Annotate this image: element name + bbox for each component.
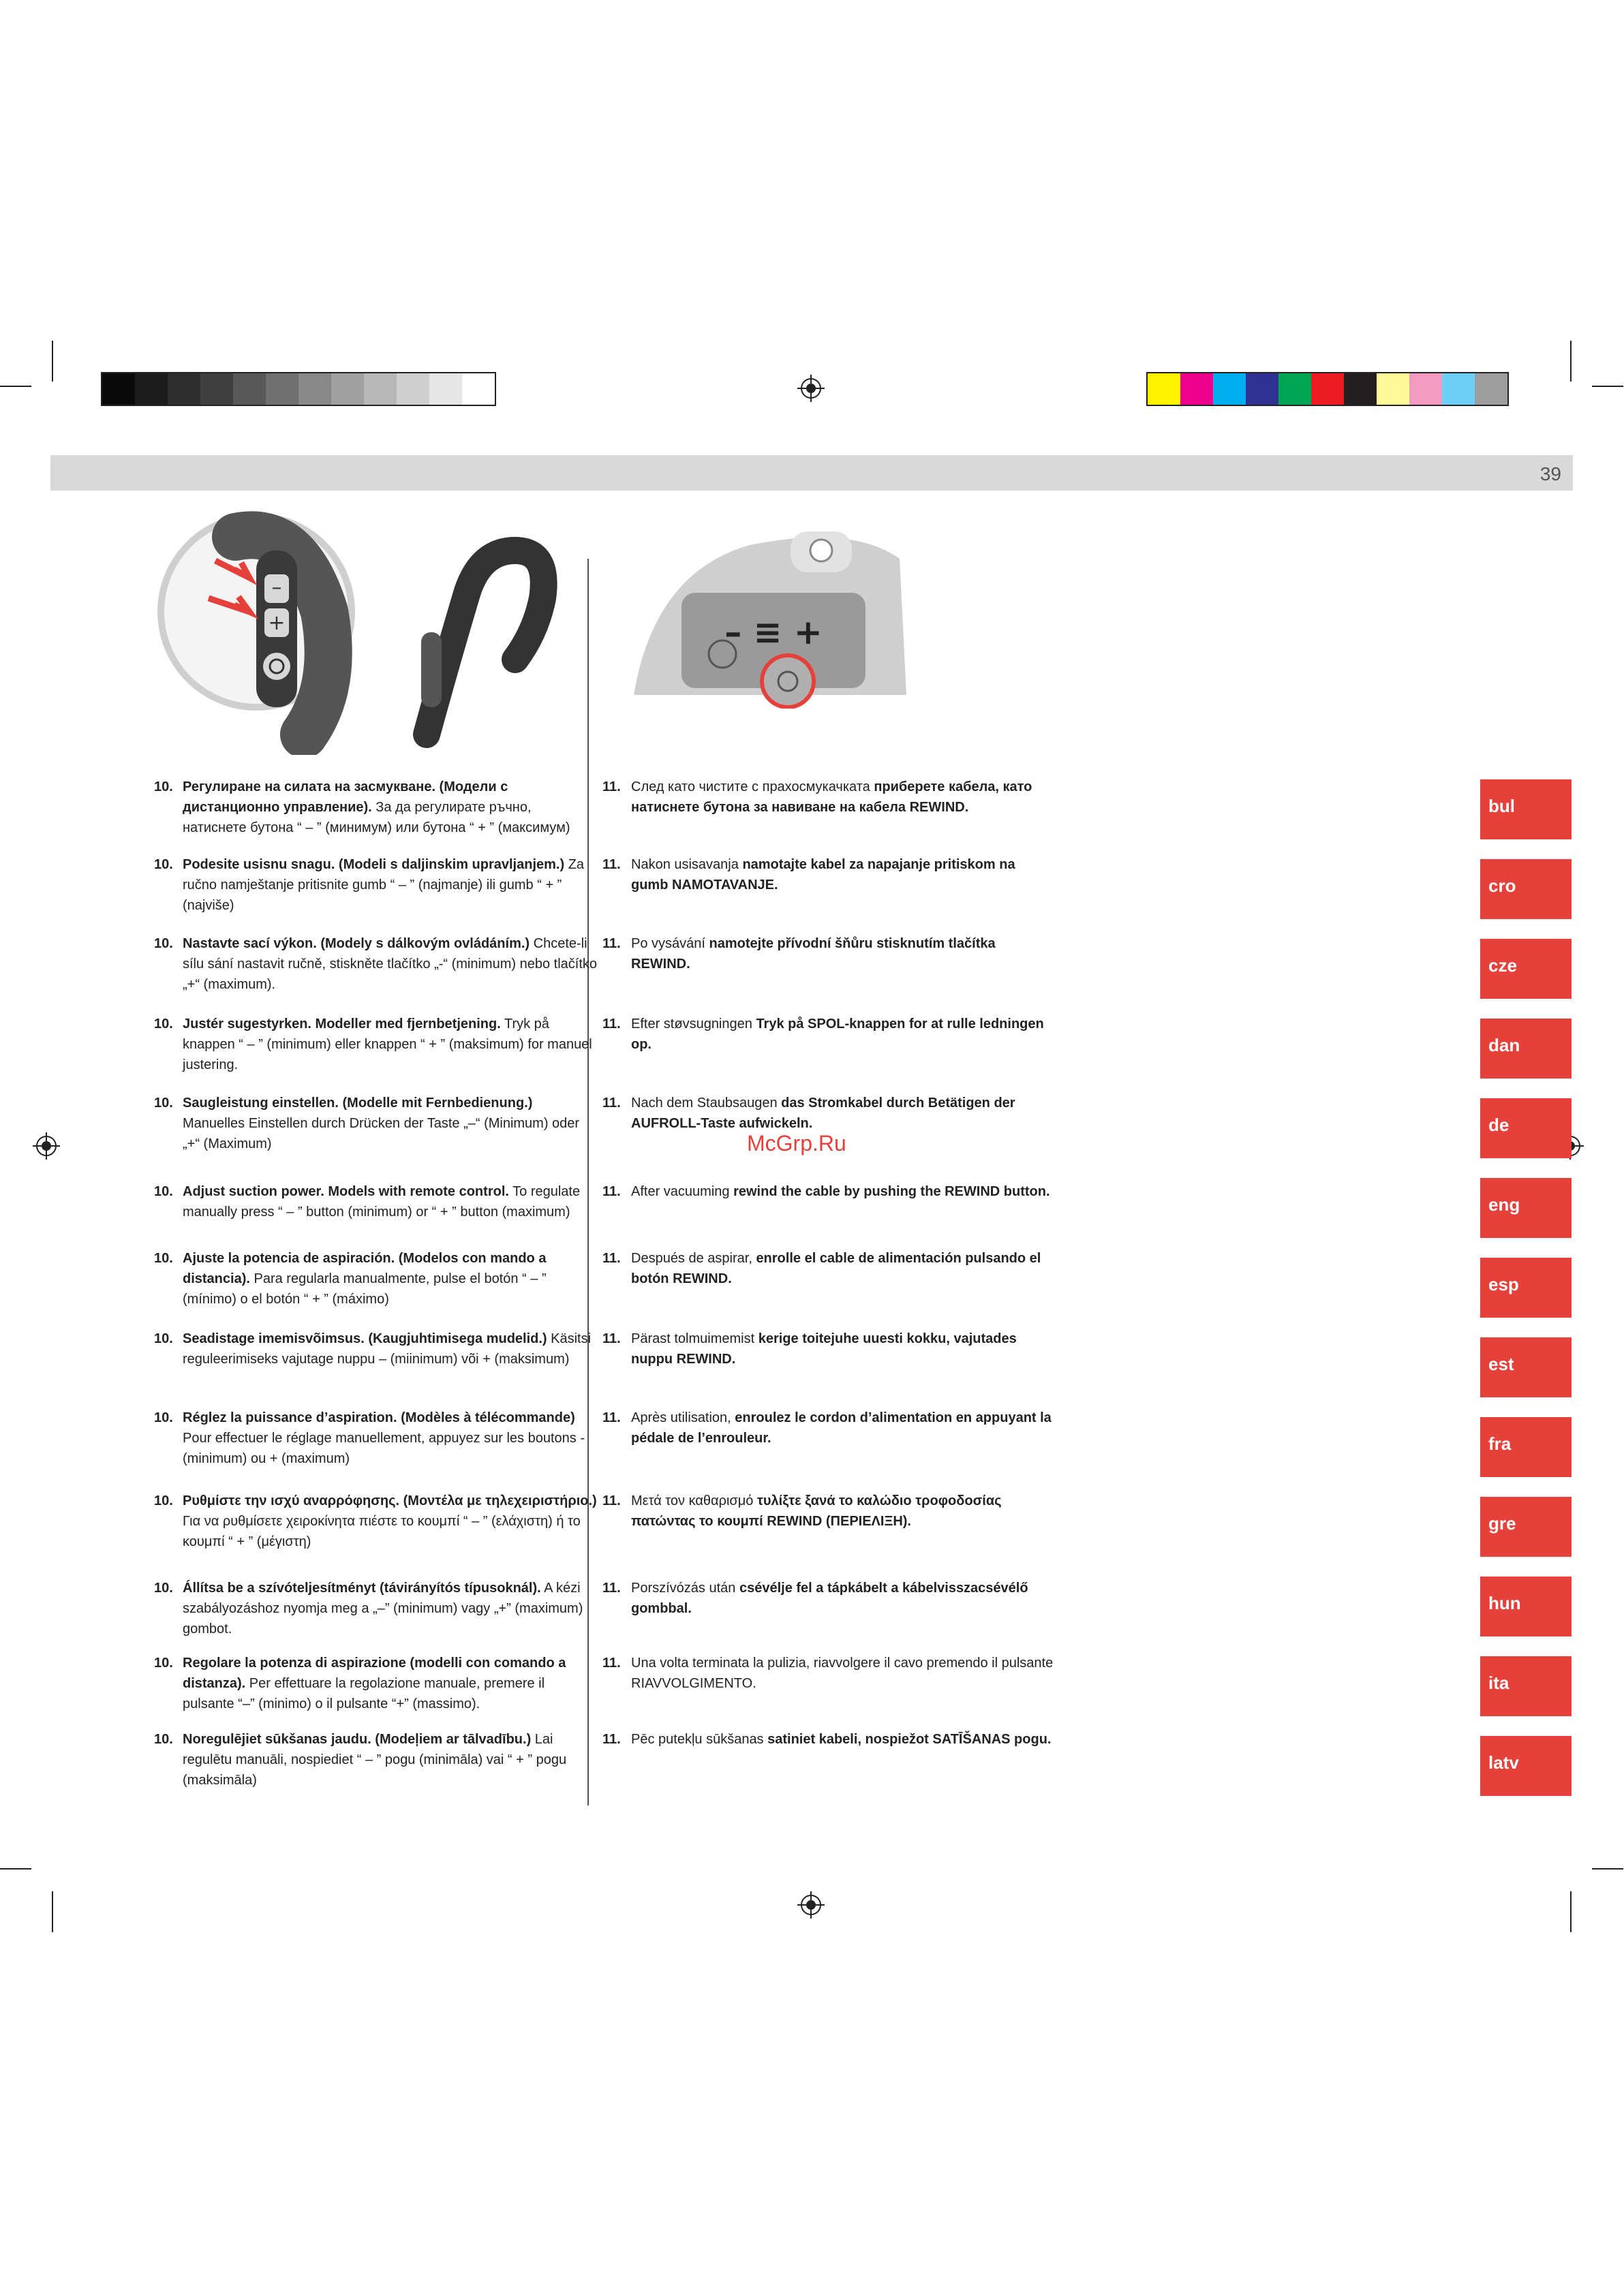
step-number: 10. <box>154 1493 173 1508</box>
crop-mark <box>52 1891 53 1932</box>
calibration-swatch <box>1246 373 1278 405</box>
entry-body <box>183 933 598 995</box>
entry-body <box>183 1329 598 1369</box>
calibration-swatch <box>1148 373 1180 405</box>
calibration-swatch <box>168 373 200 405</box>
step-number: 11. <box>602 857 621 872</box>
language-tab-est[interactable]: est <box>1480 1337 1572 1397</box>
step-number: 10. <box>154 779 173 794</box>
calibration-swatch <box>397 373 429 405</box>
step-number: 11. <box>602 1410 621 1425</box>
crop-mark <box>1592 1868 1623 1870</box>
step-number: 10. <box>154 1581 173 1596</box>
crop-mark <box>0 1868 31 1870</box>
entry-heading: enroulez le cordon d’alimentation en appuyant la pédale de l’enrouleur. <box>631 1410 1052 1446</box>
crop-mark <box>1570 341 1572 382</box>
step-number: 11. <box>602 1251 621 1266</box>
entry-body <box>631 1408 1054 1448</box>
page-header-band <box>50 455 1573 491</box>
entry-heading: Nastavte sací výkon. (Modely s dálkovým ovládáním.) <box>183 936 530 951</box>
entry-heading: приберете кабела, като натиснете бутона за навиване на кабела REWIND. <box>631 779 1032 815</box>
entry-text: Chcete-li sílu sání nastavit ručně, stiskněte tlačítko „-“ (minimum) nebo tlačítko „+“ (maximum). <box>183 936 597 992</box>
entry-body <box>631 1248 1054 1289</box>
crop-mark <box>0 386 31 387</box>
calibration-swatch <box>1311 373 1344 405</box>
language-tab-cze[interactable]: cze <box>1480 939 1572 999</box>
calibration-swatch <box>233 373 266 405</box>
entry-body <box>631 854 1054 895</box>
page-number: 39 <box>1539 463 1561 484</box>
step-number: 11. <box>602 1096 621 1111</box>
calibration-swatch <box>1442 373 1475 405</box>
calibration-swatch <box>331 373 364 405</box>
step-number: 10. <box>154 936 173 951</box>
calibration-swatch <box>1278 373 1311 405</box>
entry-body <box>183 1578 598 1639</box>
entry-body <box>631 1578 1054 1619</box>
language-tab-dan[interactable]: dan <box>1480 1019 1572 1079</box>
step-number: 11. <box>602 1331 621 1346</box>
entry-body <box>183 1653 598 1714</box>
crop-mark <box>52 341 53 382</box>
entry-text: За да регулирате ръчно, натиснете бутона “ – ” (минимум) или бутона “ + ” (максимум) <box>183 800 570 835</box>
crop-mark <box>1570 1891 1572 1932</box>
entry-text: Después de aspirar, <box>631 1251 756 1266</box>
svg-text:+: + <box>268 611 286 635</box>
entry-text: Μετά τον καθαρισμό <box>631 1493 757 1508</box>
calibration-swatch <box>429 373 462 405</box>
entry-heading: Seadistage imemisvõimsus. (Kaugjuhtimisega mudelid.) <box>183 1331 547 1346</box>
step-number: 11. <box>602 1581 621 1596</box>
entry-heading: namotajte kabel za napajanje pritiskom na gumb NAMOTAVANJE. <box>631 857 1015 893</box>
entry-body <box>183 1729 598 1790</box>
entry-text: Nach dem Staubsaugen <box>631 1096 782 1111</box>
entry-heading: Podesite usisnu snagu. (Modeli s daljinskim upravljanjem.) <box>183 857 565 872</box>
crop-mark <box>1592 386 1623 387</box>
entry-text: Para regularla manualmente, pulse el botón “ – ” (mínimo) o el botón “ + ” (máximo) <box>183 1271 547 1307</box>
calibration-swatch <box>298 373 331 405</box>
entry-text: Pēc putekļu sūkšanas <box>631 1732 768 1747</box>
step-number: 11. <box>602 1493 621 1508</box>
entry-heading: Regolare la potenza di aspirazione (modelli con comando a distanza). <box>183 1656 566 1691</box>
entry-heading: τυλίξτε ξανά το καλώδιο τροφοδοσίας πατώντας το κουμπί REWIND (ΠΕΡΙΕΛΙΞΗ). <box>631 1493 1002 1529</box>
language-tab-bul[interactable]: bul <box>1480 779 1572 839</box>
entry-text: Efter støvsugningen <box>631 1017 756 1031</box>
language-tab-esp[interactable]: esp <box>1480 1258 1572 1318</box>
calibration-swatch <box>200 373 233 405</box>
calibration-swatch <box>462 373 495 405</box>
language-tab-fra[interactable]: fra <box>1480 1417 1572 1477</box>
calibration-swatch <box>1377 373 1409 405</box>
entry-text: Porszívózás után <box>631 1581 739 1596</box>
entry-heading: Réglez la puissance d’aspiration. (Modèles à télécommande) <box>183 1410 575 1425</box>
entry-body <box>631 1653 1054 1694</box>
entry-text: Tryk på knappen “ – ” (minimum) eller knappen “ + ” (maksimum) for manuel justering. <box>183 1017 592 1072</box>
step-number: 10. <box>154 1732 173 1747</box>
entry-text: After vacuuming <box>631 1184 734 1199</box>
step-number: 10. <box>154 1017 173 1031</box>
calibration-swatch <box>1475 373 1507 405</box>
step-number: 11. <box>602 1732 621 1747</box>
language-tab-cro[interactable]: cro <box>1480 859 1572 919</box>
entry-text: След като чистите с прахосмукачката <box>631 779 874 794</box>
watermark-text: McGrp.Ru <box>747 1131 846 1155</box>
entry-body <box>183 1248 598 1309</box>
entry-body <box>183 1014 598 1075</box>
entry-heading: Saugleistung einstellen. (Modelle mit Fernbedienung.) <box>183 1096 533 1111</box>
entry-text: To regulate manually press “ – ” button (minimum) or “ + ” button (maximum) <box>183 1184 581 1220</box>
registration-mark-icon <box>797 375 825 402</box>
step-number: 11. <box>602 1656 621 1671</box>
entry-text: Pärast tolmuimemist <box>631 1331 759 1346</box>
entry-heading: Ajuste la potencia de aspiración. (Modelos con mando a distancia). <box>183 1251 547 1286</box>
calibration-swatch <box>266 373 298 405</box>
entry-text: Για να ρυθμίσετε χειροκίνητα πιέστε το κουμπί “ – ” (ελάχιστη) ή το κουμπί “ + ” (μέγιστη) <box>183 1514 581 1549</box>
step-number: 10. <box>154 1331 173 1346</box>
entry-text: Käsitsi reguleerimiseks vajutage nuppu – (miinimum) või + (maksimum) <box>183 1331 592 1367</box>
entry-body <box>631 1491 1054 1532</box>
entry-text: Per effettuare la regolazione manuale, premere il pulsante “–” (minimo) o il pulsante “+” (massimo). <box>183 1676 545 1711</box>
entry-heading: Регулиране на силата на засмукване. (Модели с дистанционно управление). <box>183 779 508 815</box>
language-tab-gre[interactable]: gre <box>1480 1497 1572 1557</box>
entry-text: Manuelles Einstellen durch Drücken der Taste „–“ (Minimum) oder „+“ (Maximum) <box>183 1116 580 1151</box>
entry-heading: enrolle el cable de alimentación pulsando el botón REWIND. <box>631 1251 1041 1286</box>
step-number: 10. <box>154 1410 173 1425</box>
step-number: 10. <box>154 1184 173 1199</box>
calibration-swatch <box>1213 373 1246 405</box>
entry-body <box>183 1491 598 1552</box>
vacuum-rewind-illustration <box>627 518 913 709</box>
entry-body <box>631 777 1054 818</box>
step-number: 11. <box>602 1017 621 1031</box>
calibration-swatch <box>135 373 168 405</box>
entry-text: Una volta terminata la pulizia, riavvolgere il cavo premendo il pulsante RIAVVOLGIMENTO. <box>631 1656 1054 1691</box>
calibration-swatch <box>364 373 397 405</box>
entry-heading: Noregulējiet sūkšanas jaudu. (Modeļiem ar tālvadību.) <box>183 1732 532 1747</box>
calibration-swatch <box>1344 373 1377 405</box>
entry-heading: Adjust suction power. Models with remote control. <box>183 1184 509 1199</box>
language-tab-hun[interactable]: hun <box>1480 1577 1572 1636</box>
entry-body <box>631 1329 1054 1369</box>
entry-heading: Justér sugestyrken. Modeller med fjernbetjening. <box>183 1017 501 1031</box>
entry-body <box>631 1014 1054 1055</box>
step-number: 10. <box>154 1251 173 1266</box>
language-tab-eng[interactable]: eng <box>1480 1178 1572 1238</box>
registration-mark-icon <box>797 1891 825 1919</box>
entry-text: Lai regulētu manuāli, nospiediet “ – ” pogu (minimāla) vai “ + ” pogu (maksimāla) <box>183 1732 567 1788</box>
entry-text: Après utilisation, <box>631 1410 735 1425</box>
entry-heading: kerige toitejuhe uuesti kokku, vajutades nuppu REWIND. <box>631 1331 1017 1367</box>
language-tab-ita[interactable]: ita <box>1480 1656 1572 1716</box>
step-number: 10. <box>154 1656 173 1671</box>
entry-text: A kézi szabályozáshoz nyomja meg a „–” (minimum) vagy „+” (maximum) gombot. <box>183 1581 583 1636</box>
language-tab-latv[interactable]: latv <box>1480 1736 1572 1796</box>
step-number: 10. <box>154 857 173 872</box>
registration-mark-icon <box>33 1132 60 1160</box>
calibration-swatch <box>1409 373 1442 405</box>
calibration-swatch <box>1180 373 1213 405</box>
svg-text:– ≡ +: – ≡ + <box>724 612 823 652</box>
entry-heading: das Stromkabel durch Betätigen der AUFROLL-Taste aufwickeln. <box>631 1096 1015 1131</box>
entry-text: Nakon usisavanja <box>631 857 743 872</box>
entry-body <box>183 1181 598 1222</box>
entry-body <box>631 1181 1054 1202</box>
entry-heading: Ρυθμίστε την ισχύ αναρρόφησης. (Μοντέλα με τηλεχειριστήριο.) <box>183 1493 597 1508</box>
entry-heading: Állítsa be a szívóteljesítményt (távirányítós típusoknál). <box>183 1581 541 1596</box>
entry-body <box>183 1093 598 1154</box>
step-number: 11. <box>602 779 621 794</box>
entry-heading: Tryk på SPOL-knappen for at rulle ledningen op. <box>631 1017 1044 1052</box>
entry-text: Za ručno namještanje pritisnite gumb “ – ” (najmanje) ili gumb “ + ” (najviše) <box>183 857 585 913</box>
entry-body <box>631 1093 1054 1134</box>
entry-body <box>183 1408 598 1469</box>
color-calibration-bar <box>1146 372 1509 406</box>
calibration-swatch <box>102 373 135 405</box>
entry-heading: namotejte přívodní šňůru stisknutím tlačítka REWIND. <box>631 936 996 972</box>
entry-body <box>631 933 1054 974</box>
grayscale-calibration-bar <box>101 372 496 406</box>
svg-text:–: – <box>271 576 282 600</box>
entry-heading: satiniet kabeli, nospiežot SATĪŠANAS pogu. <box>767 1732 1052 1747</box>
entry-body <box>183 854 598 916</box>
step-number: 11. <box>602 1184 621 1199</box>
entry-text: Pour effectuer le réglage manuellement, appuyez sur les boutons - (minimum) ou + (maximum) <box>183 1431 585 1466</box>
step-number: 10. <box>154 1096 173 1111</box>
step-number: 11. <box>602 936 621 951</box>
entry-heading: rewind the cable by pushing the REWIND button. <box>733 1184 1050 1199</box>
entry-body <box>631 1729 1054 1750</box>
entry-body <box>183 777 598 838</box>
handle-remote-illustration <box>154 510 563 755</box>
language-tab-de[interactable]: de <box>1480 1098 1572 1158</box>
entry-text: Po vysávání <box>631 936 709 951</box>
entry-heading: csévélje fel a tápkábelt a kábelvisszacsévélő gombbal. <box>631 1581 1028 1616</box>
